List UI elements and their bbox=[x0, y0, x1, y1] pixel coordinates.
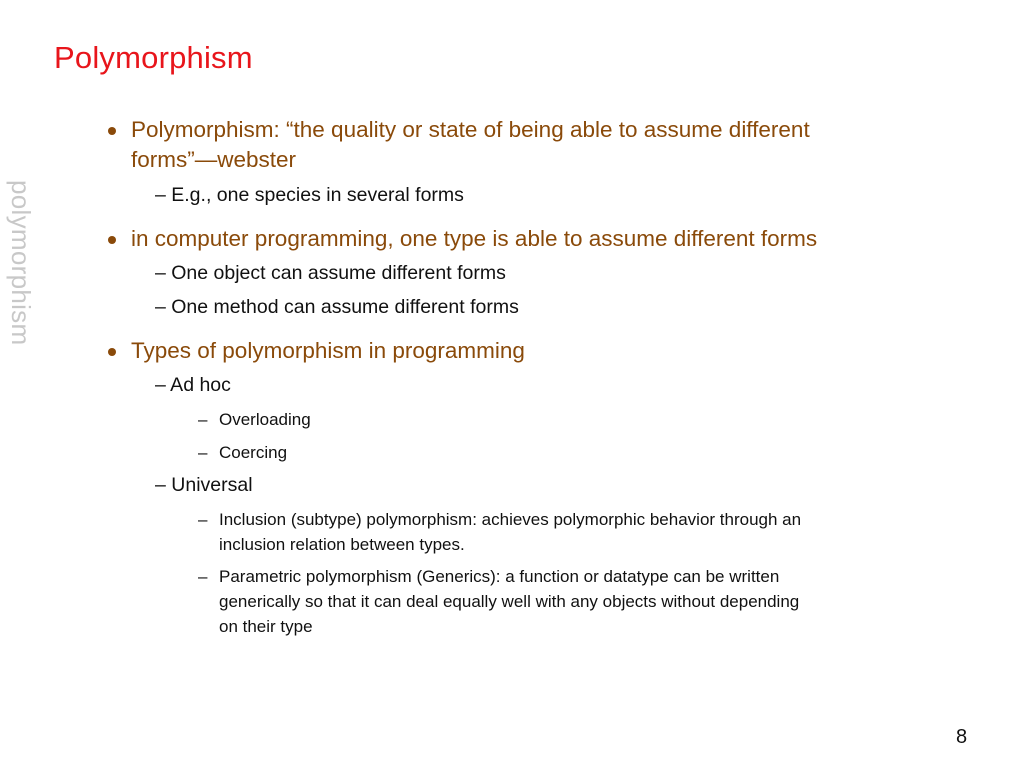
item-coercing: Coercing bbox=[219, 443, 288, 462]
item-inclusion-line-2: inclusion relation between types. bbox=[219, 535, 465, 554]
bullet-1-line-1: Polymorphism: “the quality or state of being able to assume different bbox=[131, 117, 810, 142]
item-overloading: Overloading bbox=[219, 410, 311, 429]
dash-parametric: – bbox=[198, 567, 208, 586]
bullet-2-dot bbox=[108, 236, 116, 244]
bullet-1-dot bbox=[108, 127, 116, 135]
dash-overloading: – bbox=[198, 410, 208, 429]
sub-ad-hoc: – Ad hoc bbox=[155, 374, 231, 396]
item-inclusion-line-1: Inclusion (subtype) polymorphism: achieves polymorphic behavior through an bbox=[219, 510, 802, 529]
dash-inclusion: – bbox=[198, 510, 208, 529]
item-parametric-line-1: Parametric polymorphism (Generics): a function or datatype can be written bbox=[219, 567, 780, 586]
side-label-vertical: polymorphism bbox=[6, 180, 36, 346]
bullet-3-dot bbox=[108, 348, 116, 356]
bullet-1-sub-1: – E.g., one species in several forms bbox=[155, 184, 464, 206]
bullet-2-line-1: in computer programming, one type is able to assume different forms bbox=[131, 226, 818, 251]
bullet-2-sub-1: – One object can assume different forms bbox=[155, 262, 506, 284]
page-number: 8 bbox=[956, 726, 968, 748]
item-parametric-line-2: generically so that it can deal equally well with any objects without depending bbox=[219, 592, 800, 611]
bullet-3-line-1: Types of polymorphism in programming bbox=[131, 338, 525, 363]
bullet-2-sub-2: – One method can assume different forms bbox=[155, 296, 519, 318]
bullet-1-line-2: forms”—webster bbox=[131, 147, 297, 172]
slide-title: Polymorphism bbox=[54, 40, 253, 75]
sub-universal: – Universal bbox=[155, 474, 253, 496]
item-parametric-line-3: on their type bbox=[219, 617, 313, 636]
dash-coercing: – bbox=[198, 443, 208, 462]
